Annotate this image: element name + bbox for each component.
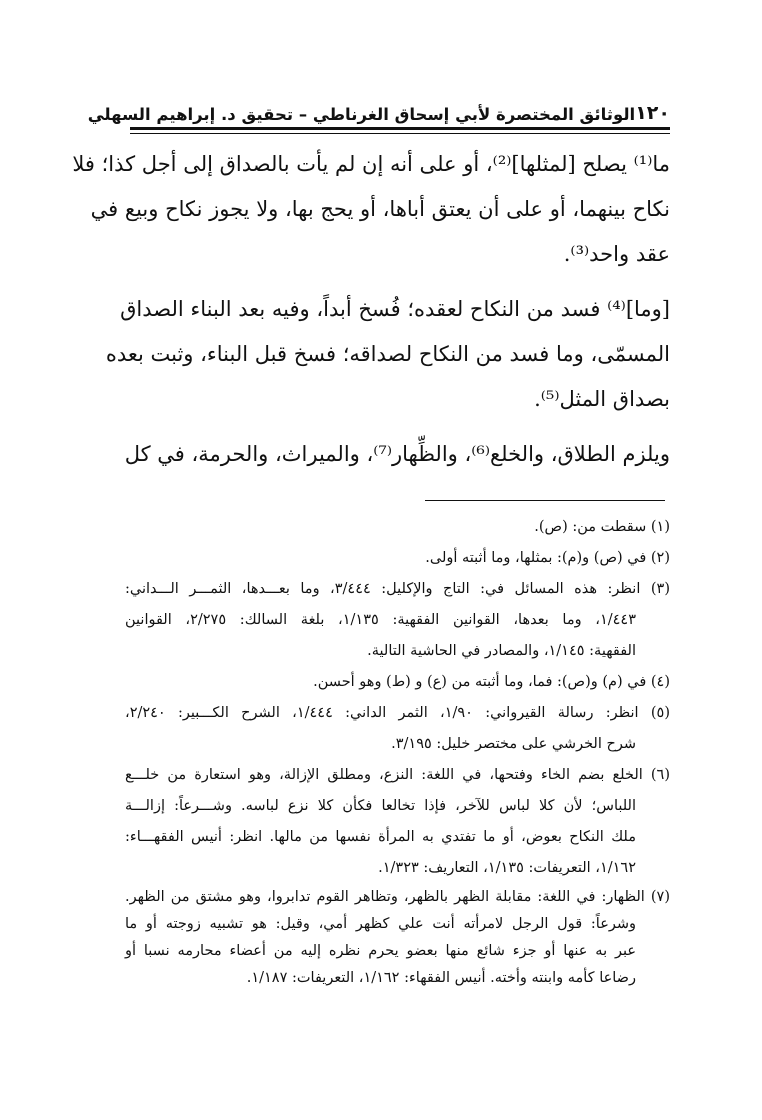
footnote-separator [425, 500, 665, 501]
footnote-line: (٧) الظهار: في اللغة: مقابلة الظهر بالظهر، وتظاهر القوم تدابروا، وهو مشتق من الظهر. [125, 889, 670, 905]
page-header [87, 88, 670, 124]
footnote-line: الفقهية: ١/١٤٥، والمصادر في الحاشية التالية. [367, 643, 636, 659]
footnote-line: عبر به عنها أو جزء شائع منها بعضو يحرم نظره إليه من أعضاء محارمه نسبا أو [125, 943, 636, 959]
page-number: ١٢٠ [635, 102, 670, 124]
text-line: المسمّى، وما فسد من النكاح لصداقه؛ فسخ قبل البناء، وثبت بعده [105, 342, 670, 366]
footnote-line: ١/٤٤٣، وما بعدها، القوانين الفقهية: ١/١٣٥، بلغة السالك: ٢/٢٧٥، القوانين [125, 612, 636, 628]
text-line: بصداق المثل⁽⁵⁾. [534, 387, 670, 411]
main-text [72, 142, 670, 477]
footnote-line: رضاعا كأمه وابنته وأخته. أنيس الفقهاء: ١/١٦٢، التعريفات: ١/١٨٧. [246, 970, 636, 986]
footnote-line: (٤) في (م) و(ص): فما، وما أثبته من (ع) و (ط) وهو أحسن. [313, 674, 670, 690]
footnotes [125, 512, 670, 992]
text-line: [وما]⁽⁴⁾ فسد من النكاح لعقده؛ فُسخ أبداً، وفيه بعد البناء الصداق [120, 297, 670, 321]
running-title: الوثائق المختصرة لأبي إسحاق الغرناطي – تحقيق د. إبراهيم السهلي [87, 105, 636, 124]
footnote-line: (٥) انظر: رسالة القيرواني: ١/٩٠، الثمر الداني: ١/٤٤٤، الشرح الكـــبير: ٢/٢٤٠، [125, 705, 670, 721]
header-rule-thin [130, 133, 670, 134]
footnote-line: اللباس؛ لأن كلا لباس للآخر، فإذا تخالعا فكأن كلا نزع لباسه. وشـــرعاً: إزالـــة [125, 798, 636, 814]
text-line: ويلزم الطلاق، والخلع⁽⁶⁾، والظِّهار⁽⁷⁾، والميراث، والحرمة، في كل [124, 442, 670, 466]
footnote-line: (٢) في (ص) و(م): بمثلها، وما أثبته أولى. [425, 550, 670, 566]
header-rule-thick [130, 127, 670, 130]
footnote-line: (١) سقطت من: (ص). [534, 519, 670, 535]
footnote-line: (٦) الخلع بضم الخاء وفتحها، في اللغة: النزع، ومطلق الإزالة، وهو استعارة من خلـــع [125, 767, 670, 783]
footnote-line: ١/١٦٢، التعريفات: ١/١٣٥، التعاريف: ١/٣٢٣. [378, 860, 636, 876]
footnote-line: شرح الخرشي على مختصر خليل: ٣/١٩٥. [391, 736, 636, 752]
footnote-line: (٣) انظر: هذه المسائل في: التاج والإكليل: ٣/٤٤٤، وما بعـــدها، الثمـــر الـــداني: [125, 581, 670, 597]
text-line: ما⁽¹⁾ يصلح [لمثلها]⁽²⁾، أو على أنه إن لم يأت بالصداق إلى أجل كذا؛ فلا [72, 152, 670, 176]
footnote-line: ملك النكاح بعوض، أو ما تفتدي به المرأة نفسها من مالها. انظر: أنيس الفقهـــاء: [125, 829, 636, 845]
text-line: نكاح بينهما، أو على أن يعتق أباها، أو يحج بها، ولا يجوز نكاح وبيع في [90, 197, 670, 221]
text-line: عقد واحد⁽³⁾. [563, 242, 670, 266]
footnote-line: وشرعاً: قول الرجل لامرأته أنت علي كظهر أمي، وقيل: هو تشبيه زوجته أو ما [125, 916, 636, 932]
